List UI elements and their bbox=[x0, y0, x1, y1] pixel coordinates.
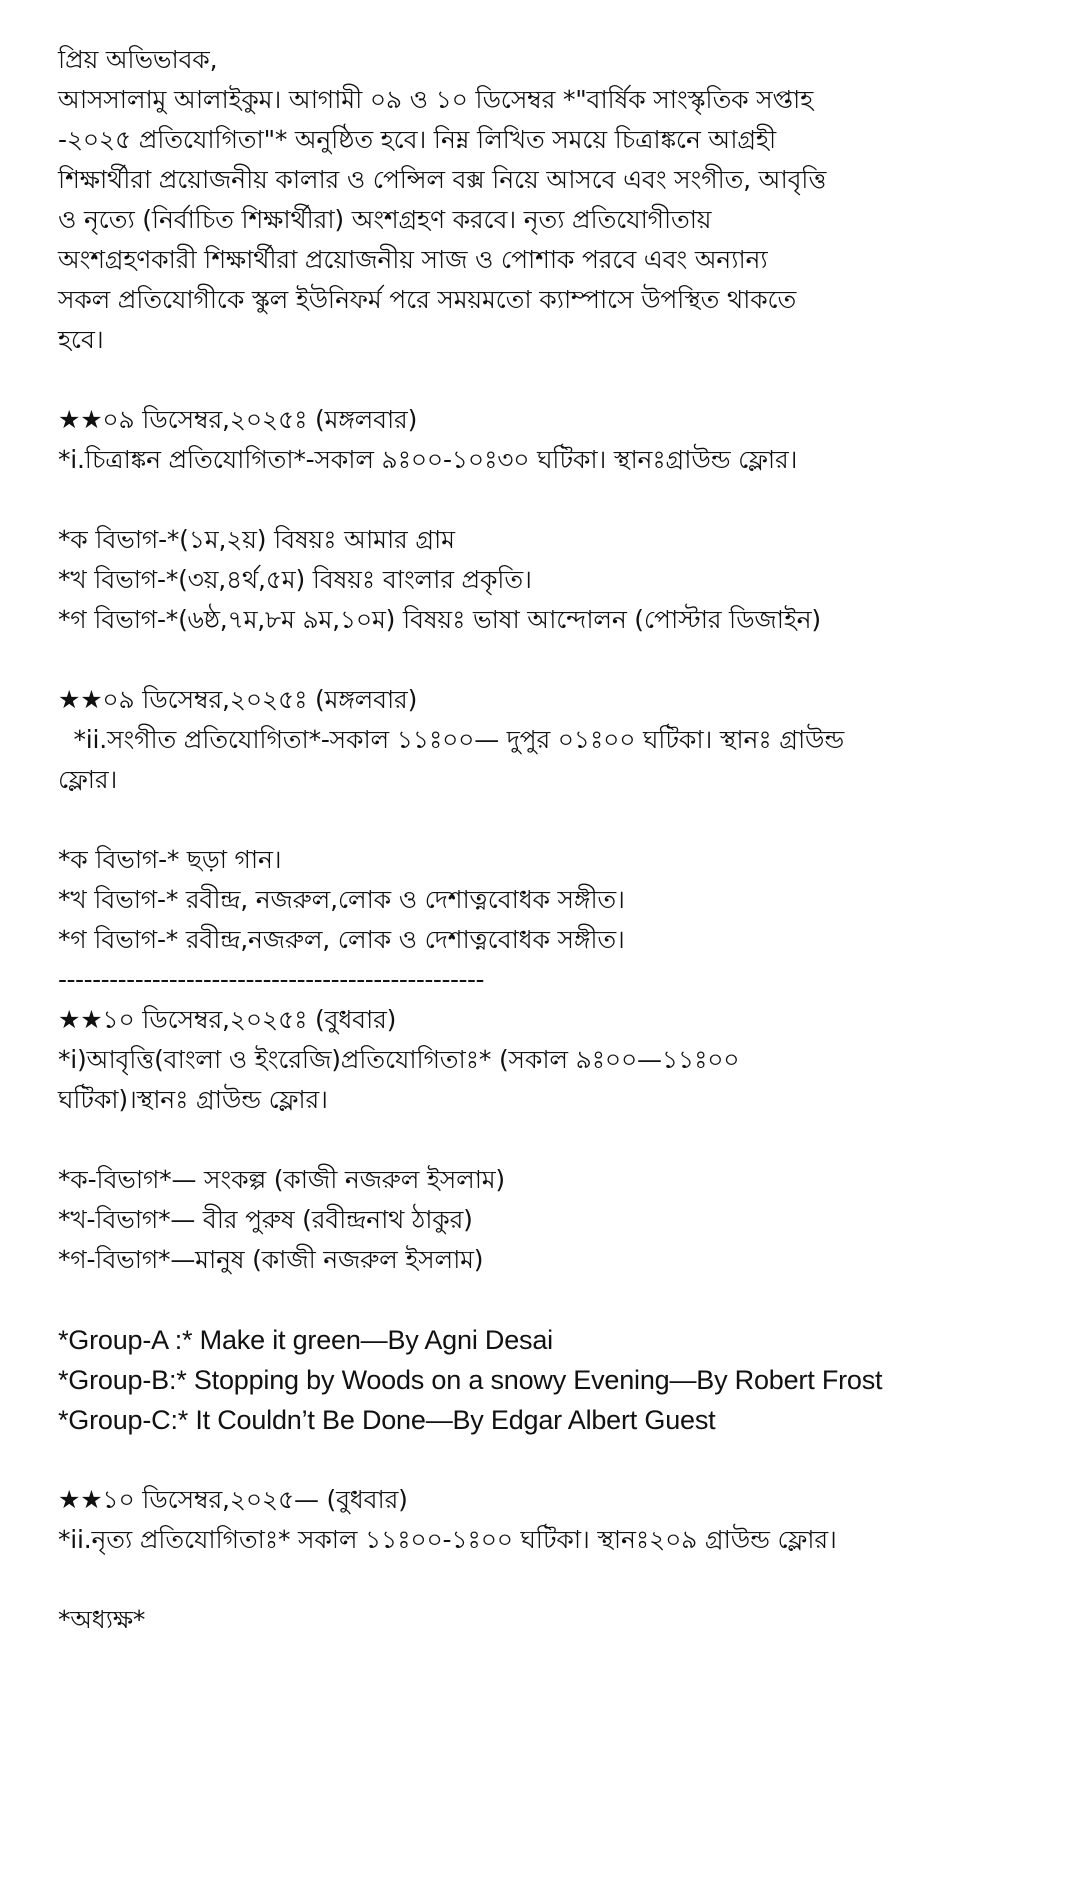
group-line: *খ বিভাগ-* রবীন্দ্র, নজরুল,লোক ও দেশাত্নবোধক সঙ্গীত। bbox=[58, 885, 625, 914]
intro-line: হবে। bbox=[58, 325, 104, 354]
spacer bbox=[58, 1560, 1048, 1600]
spacer bbox=[58, 1120, 1048, 1160]
group-line: *ক বিভাগ-* ছড়া গান। bbox=[58, 845, 282, 874]
section-dance bbox=[58, 1480, 1048, 1560]
section-date: ★★১০ ডিসেম্বর,২০২৫— (বুধবার) bbox=[58, 1485, 408, 1514]
intro-paragraph bbox=[58, 80, 1048, 360]
group-line: *খ বিভাগ-*(৩য়,৪র্থ,৫ম) বিষয়ঃ বাংলার প্রকৃতি। bbox=[58, 565, 532, 594]
group-line: *গ-বিভাগ*—মানুষ (কাজী নজরুল ইসলাম) bbox=[58, 1245, 484, 1274]
section-date: ★★১০ ডিসেম্বর,২০২৫ঃ (বুধবার) bbox=[58, 1005, 397, 1034]
salutation: প্রিয় অভিভাবক, bbox=[58, 45, 218, 74]
event-line: *ii.সংগীত প্রতিযোগিতা*-সকাল ১১ঃ০০— দুপুর ০১ঃ০০ ঘটিকা। স্থানঃ গ্রাউন্ড bbox=[58, 725, 845, 754]
group-line: *গ বিভাগ-* রবীন্দ্র,নজরুল, লোক ও দেশাত্নবোধক সঙ্গীত। bbox=[58, 925, 625, 954]
section-music bbox=[58, 680, 1048, 960]
group-line: *ক বিভাগ-*(১ম,২য়) বিষয়ঃ আমার গ্রাম bbox=[58, 525, 455, 554]
notice-document bbox=[58, 40, 1048, 1640]
intro-line: -২০২৫ প্রতিযোগিতা"* অনুষ্ঠিত হবে। নিম্ন লিখিত সময়ে চিত্রাঙ্কনে আগ্রহী bbox=[58, 125, 777, 154]
spacer bbox=[58, 800, 1048, 840]
divider: -------------------------------------------------- bbox=[58, 965, 485, 994]
spacer bbox=[58, 1280, 1048, 1320]
intro-line: ও নৃত্যে (নির্বাচিত শিক্ষার্থীরা) অংশগ্রহণ করবে। নৃত্য প্রতিযোগীতায় bbox=[58, 205, 712, 234]
spacer bbox=[58, 640, 1048, 680]
english-group-line: *Group-C:* It Couldn’t Be Done—By Edgar Albert Guest bbox=[58, 1405, 716, 1435]
section-date: ★★০৯ ডিসেম্বর,২০২৫ঃ (মঙ্গলবার) bbox=[58, 685, 418, 714]
section-date: ★★০৯ ডিসেম্বর,২০২৫ঃ (মঙ্গলবার) bbox=[58, 405, 418, 434]
spacer bbox=[58, 1440, 1048, 1480]
intro-line: আসসালামু আলাইকুম। আগামী ০৯ ও ১০ ডিসেম্বর *"বার্ষিক সাংস্কৃতিক সপ্তাহ bbox=[58, 85, 814, 114]
event-line: ঘটিকা)।স্থানঃ গ্রাউন্ড ফ্লোর। bbox=[58, 1085, 328, 1114]
event-line: *i.চিত্রাঙ্কন প্রতিযোগিতা*-সকাল ৯ঃ০০-১০ঃ৩০ ঘটিকা। স্থানঃগ্রাউন্ড ফ্লোর। bbox=[58, 445, 798, 474]
group-line: *গ বিভাগ-*(৬ষ্ঠ,৭ম,৮ম ৯ম,১০ম) বিষয়ঃ ভাষা আন্দোলন (পোস্টার ডিজাইন) bbox=[58, 605, 821, 634]
english-group-line: *Group-A :* Make it green—By Agni Desai bbox=[58, 1325, 553, 1355]
section-recitation bbox=[58, 1000, 1048, 1440]
event-line: *ii.নৃত্য প্রতিযোগিতাঃ* সকাল ১১ঃ০০-১ঃ০০ ঘটিকা। স্থানঃ২০৯ গ্রাউন্ড ফ্লোর। bbox=[58, 1525, 837, 1554]
spacer bbox=[58, 480, 1048, 520]
intro-line: অংশগ্রহণকারী শিক্ষার্থীরা প্রয়োজনীয় সাজ ও পোশাক পরবে এবং অন্যান্য bbox=[58, 245, 768, 274]
event-line: ফ্লোর। bbox=[58, 765, 118, 794]
event-line: *i)আবৃত্তি(বাংলা ও ইংরেজি)প্রতিযোগিতাঃ* (সকাল ৯ঃ০০—১১ঃ০০ bbox=[58, 1045, 740, 1074]
group-line: *খ-বিভাগ*— বীর পুরুষ (রবীন্দ্রনাথ ঠাকুর) bbox=[58, 1205, 473, 1234]
english-group-line: *Group-B:* Stopping by Woods on a snowy Evening—By Robert Frost bbox=[58, 1365, 883, 1395]
intro-line: সকল প্রতিযোগীকে স্কুল ইউনিফর্ম পরে সময়মতো ক্যাম্পাসে উপস্থিত থাকতে bbox=[58, 285, 797, 314]
intro-line: শিক্ষার্থীরা প্রয়োজনীয় কালার ও পেন্সিল বক্স নিয়ে আসবে এবং সংগীত, আবৃত্তি bbox=[58, 165, 827, 194]
spacer bbox=[58, 360, 1048, 400]
signature: *অধ্যক্ষ* bbox=[58, 1605, 146, 1634]
group-line: *ক-বিভাগ*— সংকল্প (কাজী নজরুল ইসলাম) bbox=[58, 1165, 505, 1194]
section-drawing bbox=[58, 400, 1048, 640]
